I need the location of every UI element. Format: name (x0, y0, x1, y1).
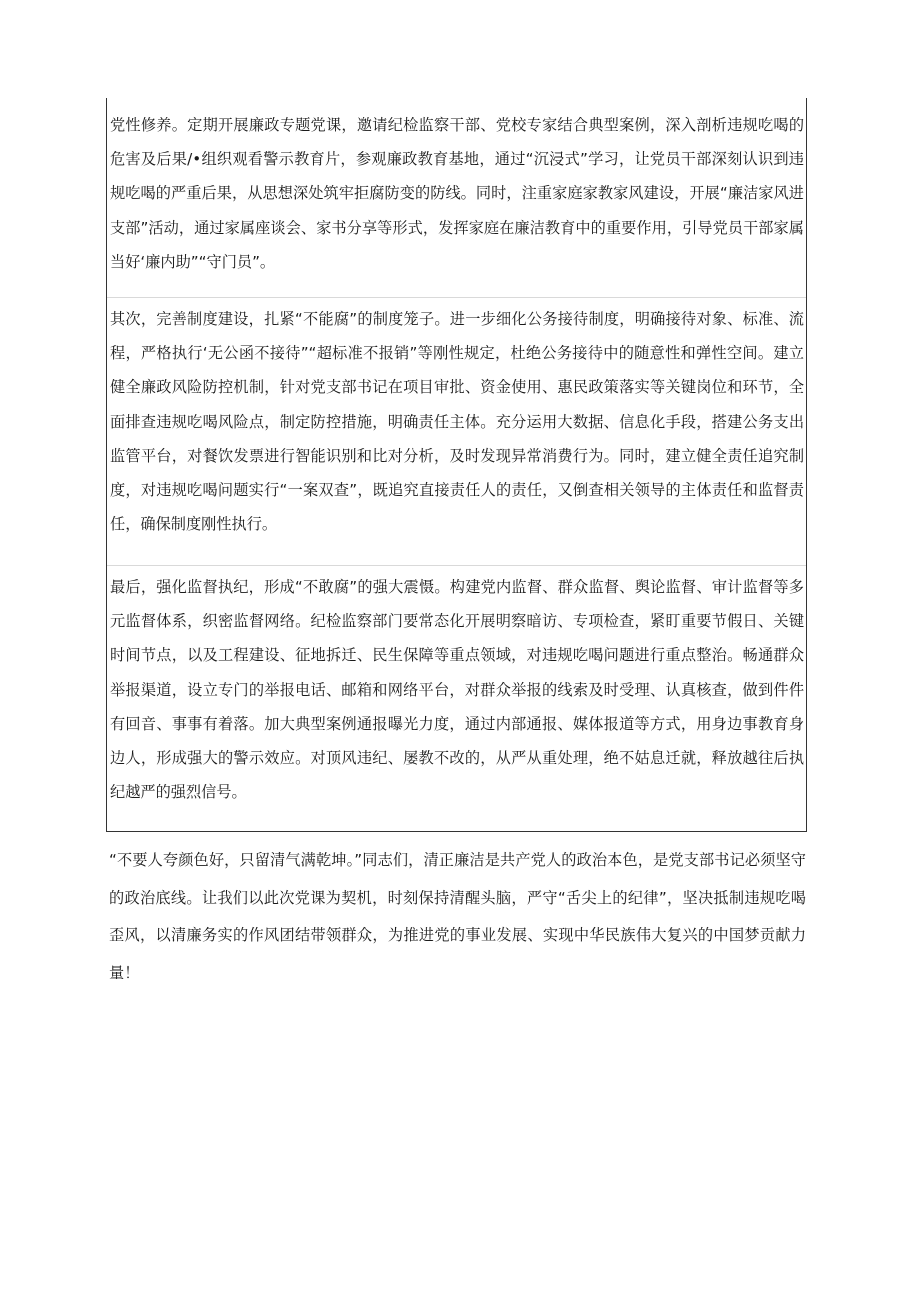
paragraph-supervision: 最后，强化监督执纪，形成“不敢腐”的强大震慑。构建党内监督、群众监督、舆论监督、审计监督等多元监督体系，织密监督网络。纪检监察部门要常态化开展明察暗访、专项检查，紧盯重要节假日、关键时间节点，以及工程建设、征地拆迁、民生保障等重点领域，对违规吃喝问题进行重点整治。畅通群众举报渠道，设立专门的举报电话、邮箱和网络平台，对群众举报的线索及时受理、认真核查，做到件件有回音、事事有着落。加大典型案例通报曝光力度，通过内部通报、媒体报道等方式，用身边事教育身边人，形成强大的警示效应。对顶风违纪、屡教不改的，从严从重处理，绝不姑息迁就，释放越往后执纪越严的强烈信号。 (110, 578, 804, 802)
closing-paragraph: “不要人夸颜色好，只留清气满乾坤。”同志们，清正廉洁是共产党人的政治本色，是党支部书记必须坚守的政治底线。让我们以此次党课为契机，时刻保持清醒头脑，严守“舌尖上的纪律”，坚决抵制违规吃喝歪风，以清廉务实的作风团结带领群众，为推进党的事业发展、实现中华民族伟大复兴的中国梦贡献力量！ (109, 851, 806, 982)
paragraph-divider (107, 297, 806, 298)
bordered-text-frame (106, 98, 807, 832)
paragraph-divider (107, 565, 806, 566)
paragraph-system-building: 其次，完善制度建设，扎紧“不能腐”的制度笼子。进一步细化公务接待制度，明确接待对象、标准、流程，严格执行‘无公函不接待”“超标准不报销”等刚性规定，杜绝公务接待中的随意性和弹性空间。建立健全廉政风险防控机制，针对党支部书记在项目审批、资金使用、惠民政策落实等关键岗位和环节，全面排查违规吃喝风险点，制定防控措施，明确责任主体。充分运用大数据、信息化手段，搭建公务支出监管平台，对餐饮发票进行智能识别和比对分析，及时发现异常消费行为。同时，建立健全责任追究制度，对违规吃喝问题实行“一案双查”，既追究直接责任人的责任，又倒查相关领导的主体责任和监督责任，确保制度刚性执行。 (110, 310, 804, 534)
paragraph-party-spirit: 党性修养。定期开展廉政专题党课，邀请纪检监察干部、党校专家结合典型案例，深入剖析违规吃喝的危害及后果/•组织观看警示教育片，参观廉政教育基地，通过“沉浸式”学习，让党员干部深刻认识到违规吃喝的严重后果，从思想深处筑牢拒腐防变的防线。同时，注重家庭家教家风建设，开展“廉洁家风进支部”活动，通过家属座谈会、家书分享等形式，发挥家庭在廉洁教育中的重要作用，引导党员干部家属当好‘廉内助”“守门员”。 (110, 116, 804, 271)
